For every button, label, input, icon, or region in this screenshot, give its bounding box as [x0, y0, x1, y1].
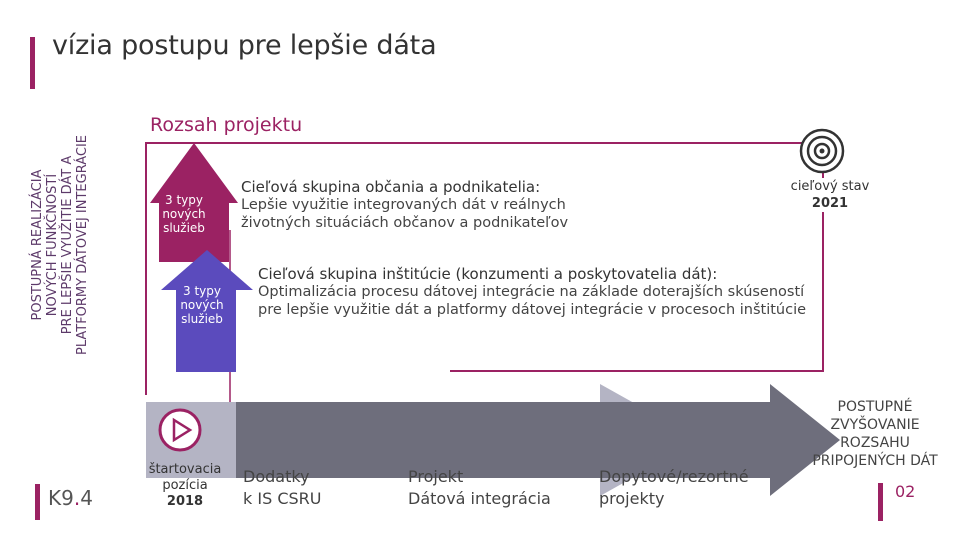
section-code-dot: . — [73, 486, 81, 510]
lower-arrow-label-line: 3 typy — [183, 284, 221, 298]
stage-demand-projects — [599, 466, 749, 510]
group-institutions-body-line: pre lepšie využitie dát a platformy dátovej integrácie v procesoch inštitúcie — [258, 302, 807, 318]
group-citizens — [241, 178, 568, 232]
scope-label: Rozsah projektu — [150, 114, 303, 136]
scope-growth-label-line: POSTUPNÉ — [837, 399, 913, 415]
stage-csru-line: Dodatky — [243, 467, 310, 486]
vertical-label-line: POSTUPNÁ REALIZÁCIA — [30, 169, 45, 321]
page-number-bar — [878, 483, 883, 521]
lower-arrow-label — [172, 284, 232, 326]
vertical-label-line: PRE LEPŠIE VYUŽITIE DÁT A — [60, 155, 75, 335]
group-institutions-body — [258, 283, 806, 319]
stage-demand-projects-line: projekty — [599, 489, 665, 508]
page-title: vízia postupu pre lepšie dáta — [52, 30, 437, 61]
stage-csru-line: k IS CSRU — [243, 489, 322, 508]
stage-csru — [243, 466, 321, 510]
group-citizens-body-line: životných situáciách občanov a podnikateľov — [241, 215, 569, 231]
vertical-label-line: PLATFORMY DÁTOVEJ INTEGRÁCIE — [75, 135, 90, 356]
stage-data-integration — [408, 466, 551, 510]
section-code-suffix: 4 — [80, 486, 93, 510]
scope-growth-label-line: ZVYŠOVANIE — [830, 417, 920, 433]
stage-data-integration-line: Projekt — [408, 467, 464, 486]
scope-growth-label — [800, 398, 950, 470]
code-accent-bar — [35, 484, 40, 520]
section-code-prefix: K9 — [48, 486, 74, 510]
target-state-label: cieľový stav — [790, 179, 870, 194]
page-number: 02 — [895, 482, 916, 501]
upper-arrow-label-line: 3 typy — [165, 193, 203, 207]
group-citizens-heading: Cieľová skupina občania a podnikatelia: — [241, 178, 541, 196]
stage-demand-projects-line: Dopytové/rezortné — [599, 467, 749, 486]
group-institutions-body-line: Optimalizácia procesu dátovej integrácie na základe doterajších skúseností — [258, 284, 805, 300]
upper-arrow-label-line: služieb — [163, 221, 205, 235]
group-citizens-body-line: Lepšie využitie integrovaných dát v reálnych — [241, 197, 566, 213]
scope-growth-label-line: PRIPOJENÝCH DÁT — [812, 453, 938, 469]
lower-arrow-label-line: služieb — [181, 312, 223, 326]
target-state-year: 2021 — [811, 196, 849, 211]
vertical-label-line: NOVÝCH FUNKČNOSTÍ — [45, 173, 60, 317]
upper-arrow-label — [154, 193, 214, 235]
group-citizens-body — [241, 196, 568, 232]
target-state — [790, 178, 870, 212]
play-icon — [160, 410, 200, 450]
group-institutions — [258, 265, 806, 319]
stage-data-integration-line: Dátová integrácia — [408, 489, 551, 508]
start-position — [145, 462, 225, 510]
lower-arrow-label-line: nových — [180, 298, 224, 312]
scope-growth-label-line: ROZSAHU — [840, 435, 910, 451]
start-position-year: 2018 — [166, 494, 204, 509]
start-position-label: štartovacia — [148, 462, 222, 477]
group-institutions-heading: Cieľová skupina inštitúcie (konzumenti a poskytovatelia dát): — [258, 265, 718, 283]
upper-arrow-label-line: nových — [162, 207, 206, 221]
section-code — [48, 486, 93, 510]
start-position-label: pozícia — [162, 478, 208, 493]
target-icon — [801, 130, 843, 172]
